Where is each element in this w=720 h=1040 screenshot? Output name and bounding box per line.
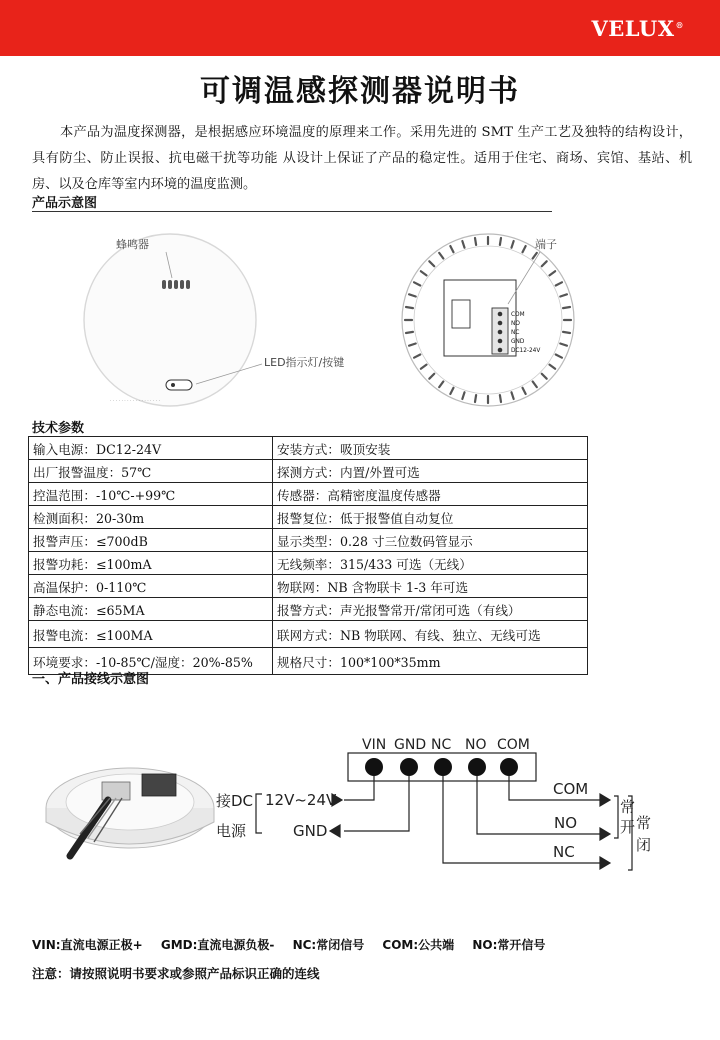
spec-cell: 检测面积：20-30m [29,506,273,529]
terminal-label: 端子 [535,238,557,251]
vent-slot [406,332,413,333]
buzzer-label: 蜂鸣器 [116,238,149,251]
output-com-label: COM [553,780,589,798]
table-row [29,506,588,529]
table-row [29,460,588,483]
terminal-label-nc: NC [431,737,452,753]
wiring-photo [30,738,220,868]
spec-cell: 安装方式：吸顶安装 [273,437,588,460]
spec-table [28,436,588,675]
terminal-com [500,758,518,776]
led-button [166,380,192,390]
wiring-schematic [216,730,686,880]
output-no-label: NO [554,814,578,832]
table-row [29,529,588,552]
table-row [29,598,588,621]
terminal-nc [434,758,452,776]
spec-cell: 环境要求：-10-85℃/湿度：20%-85% [29,648,273,675]
table-row [29,437,588,460]
power-label-1: 接DC [216,792,254,810]
gnd-label: GND [293,822,328,840]
section-heading-wiring: 一、产品接线示意图 [32,672,150,687]
terminal-label-no: NO [465,737,487,753]
terminal-label-com: COM [497,737,530,753]
spec-cell: 输入电源：DC12-24V [29,437,273,460]
normally-closed-2: 闭 [636,836,652,854]
section-heading-diagram: 产品示意图 [32,196,98,211]
terminal-vin [365,758,383,776]
spec-cell: 传感器：高精密度温度传感器 [273,483,588,506]
vent-slot [475,238,476,245]
normally-closed-1: 常 [636,814,652,832]
table-row [29,483,588,506]
wiring-note: 注意：请按照说明书要求或参照产品标识正确的连线 [32,966,320,981]
vent-slot [563,332,570,333]
legend-nc: NC:常闭信号 [292,938,365,952]
normally-open-1: 常 [620,798,636,816]
pin-label-nc: NC [511,330,520,336]
pin-label-gnd: GND [511,339,525,345]
output-nc-label: NC [553,843,575,861]
pin-label-dc: DC12-24V [511,348,541,354]
spec-cell: 报警功耗：≤100mA [29,552,273,575]
spec-cell: 联网方式：NB 物联网、有线、独立、无线可选 [273,621,588,648]
spec-cell: 控温范围：-10℃-+99℃ [29,483,273,506]
spec-cell: 静态电流：≤65MA [29,598,273,621]
section-heading-specs: 技术参数 [32,421,85,436]
svg-text:· · · · · · · · · · · · · · ·: · · · · · · · · · · · · · · · · · · [110,399,161,404]
led-label: LED指示灯/按键 [264,356,345,369]
product-diagram [80,224,600,414]
intro-paragraph: 本产品为温度探测器，是根据感应环境温度的原理来工作。采用先进的 SMT 生产工艺及独特的结构设计，具有防尘、防止误报、抗电磁干扰等功能 从设计上保证了产品的稳定性。适用于住宅、商场、宾馆、基站、机房、以及仓库等室内环境的温度监测。 [32,125,692,192]
spec-cell: 报警电流：≤100MA [29,621,273,648]
table-row [29,552,588,575]
spec-cell: 高温保护：0-110℃ [29,575,273,598]
spec-cell: 出厂报警温度：57℃ [29,460,273,483]
vent-slot [500,238,501,245]
vent-slot [563,307,570,308]
legend-com: COM:公共端 [382,938,455,952]
power-label-2: 电源 [216,822,247,840]
terminal-label-vin: VIN [362,737,387,753]
spec-cell: 规格尺寸：100*100*35mm [273,648,588,675]
spec-cell: 报警方式：声光报警常开/常闭可选（有线） [273,598,588,621]
section-divider [32,211,552,212]
table-row [29,621,588,648]
pin-label-no: NO [511,321,520,327]
header-bar [0,0,720,56]
spec-cell: 显示类型：0.28 寸三位数码管显示 [273,529,588,552]
vent-slot [475,395,476,402]
vent-slot [500,395,501,402]
spec-cell: 无线频率：315/433 可选（无线） [273,552,588,575]
pin-label-com: COM [511,312,525,318]
legend-no: NO:常开信号 [472,938,546,952]
legend-gmd: GMD:直流电源负极- [160,938,275,952]
vent-slot [406,307,413,308]
legend-vin: VIN:直流电源正极+ [32,938,143,952]
document-title: 可调温感探测器说明书 [200,74,520,109]
normally-open-2: 开 [620,818,636,836]
brand-logo: VELUX® [591,16,684,41]
table-row [29,575,588,598]
spec-cell: 探测方式：内置/外置可选 [273,460,588,483]
spec-cell: 报警声压：≤700dB [29,529,273,552]
voltage-label: 12V~24V [265,791,337,809]
terminal-legend [32,936,559,953]
terminal-gnd [400,758,418,776]
terminal-no [468,758,486,776]
spec-cell: 报警复位：低于报警值自动复位 [273,506,588,529]
terminal-label-gnd: GND [394,737,427,753]
spec-cell: 物联网：NB 含物联卡 1-3 年可选 [273,575,588,598]
